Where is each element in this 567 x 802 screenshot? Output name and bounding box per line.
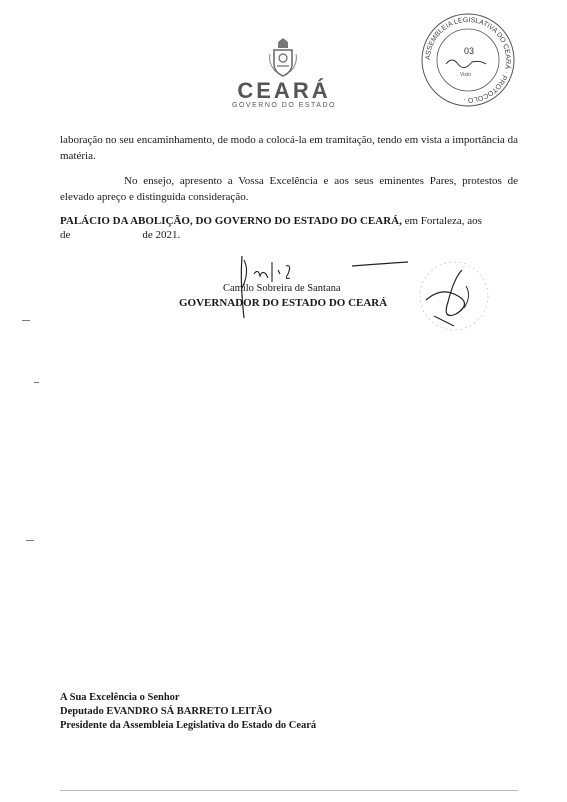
paragraph-continuation: laboração no seu encaminhamento, de modo a colocá-la em tramitação, tendo em vista a importância da matéria.	[60, 134, 518, 162]
addressee-name: Deputado EVANDRO SÁ BARRETO LEITÃO	[60, 706, 272, 717]
closing-text: No ensejo, apresento a Vossa Excelência e aos seus eminentes Pares, protestos de elevado apreço e distinguida consideração.	[60, 175, 518, 203]
margin-mark	[34, 382, 39, 383]
rubric-initial	[412, 256, 494, 336]
addressee-salutation: A Sua Excelência o Senhor	[60, 692, 180, 703]
date-prefix: de	[60, 229, 71, 241]
state-crest-icon	[268, 36, 298, 78]
footer-rule	[60, 790, 518, 791]
signer-title: GOVERNADOR DO ESTADO DO CEARÁ	[179, 297, 388, 309]
location-text: em Fortaleza, aos	[401, 215, 482, 227]
addressee-position: Presidente da Assembleia Legislativa do Estado do Ceará	[60, 720, 317, 731]
svg-text:Visto: Visto	[460, 72, 472, 78]
logo-subtitle: GOVERNO DO ESTADO	[232, 102, 336, 109]
svg-text:ASSEMBLEIA LEGISLATIVA DO CEAR: ASSEMBLEIA LEGISLATIVA DO CEARÁ · PROTOCOLO ·	[424, 16, 512, 104]
date-suffix: de 2021.	[142, 229, 181, 241]
svg-text:03: 03	[464, 46, 475, 56]
paragraph-location	[60, 213, 518, 229]
paragraph-closing	[60, 173, 518, 205]
margin-mark	[26, 540, 34, 541]
margin-mark	[22, 320, 30, 321]
protocol-stamp	[420, 12, 516, 108]
logo-wordmark: CEARÁ	[237, 78, 331, 103]
date-line	[60, 229, 180, 241]
palace-name: PALÁCIO DA ABOLIÇÃO, DO GOVERNO DO ESTADO DO CEARÁ,	[60, 215, 402, 227]
signer-name: Camilo Sobreira de Santana	[223, 283, 341, 294]
